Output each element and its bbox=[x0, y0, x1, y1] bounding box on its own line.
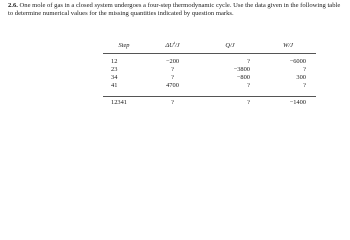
cell-step: 34 bbox=[111, 74, 118, 81]
cell-delta-u: ? bbox=[145, 97, 200, 110]
cell-step: 41 bbox=[111, 82, 118, 89]
cell-delta-u: ? bbox=[171, 66, 174, 73]
table-row bbox=[103, 74, 316, 82]
cell-w: ? bbox=[303, 66, 306, 73]
cell-step: 12341 bbox=[103, 97, 145, 110]
problem-text: One mole of gas in a closed system undergoes a four-step thermodynamic cycle. Use the data given in the following table to determine numerical values for the missing quantities indicated by question marks. bbox=[8, 2, 341, 17]
cell-w: −1400 bbox=[260, 97, 316, 110]
cell-w: −6000 bbox=[289, 58, 306, 65]
cell-q: ? bbox=[247, 82, 250, 89]
cell-w: ? bbox=[303, 82, 306, 89]
table-row bbox=[103, 82, 316, 90]
cell-delta-u: ? bbox=[171, 74, 174, 81]
cell-q: ? bbox=[247, 58, 250, 65]
total-row bbox=[103, 97, 316, 110]
data-table bbox=[103, 37, 316, 109]
table-row bbox=[103, 54, 316, 67]
data-table-container bbox=[103, 37, 316, 109]
header-step: Step bbox=[103, 37, 145, 54]
problem-statement bbox=[8, 2, 344, 17]
cell-q: −3800 bbox=[233, 66, 250, 73]
cell-q: −800 bbox=[236, 74, 250, 81]
header-row bbox=[103, 37, 316, 54]
header-delta-u: $\Delta U^t/J$ bbox=[145, 37, 200, 54]
cell-q: ? bbox=[200, 97, 260, 110]
table-row bbox=[103, 66, 316, 74]
header-w: W/J bbox=[260, 37, 316, 54]
header-q: Q/J bbox=[200, 37, 260, 54]
problem-number: 2.6. bbox=[8, 2, 18, 9]
cell-step: 12 bbox=[111, 58, 118, 65]
cell-w: 300 bbox=[296, 74, 306, 81]
cell-delta-u: −200 bbox=[165, 58, 180, 65]
cell-delta-u: 4700 bbox=[166, 82, 179, 89]
cell-step: 23 bbox=[111, 66, 118, 73]
